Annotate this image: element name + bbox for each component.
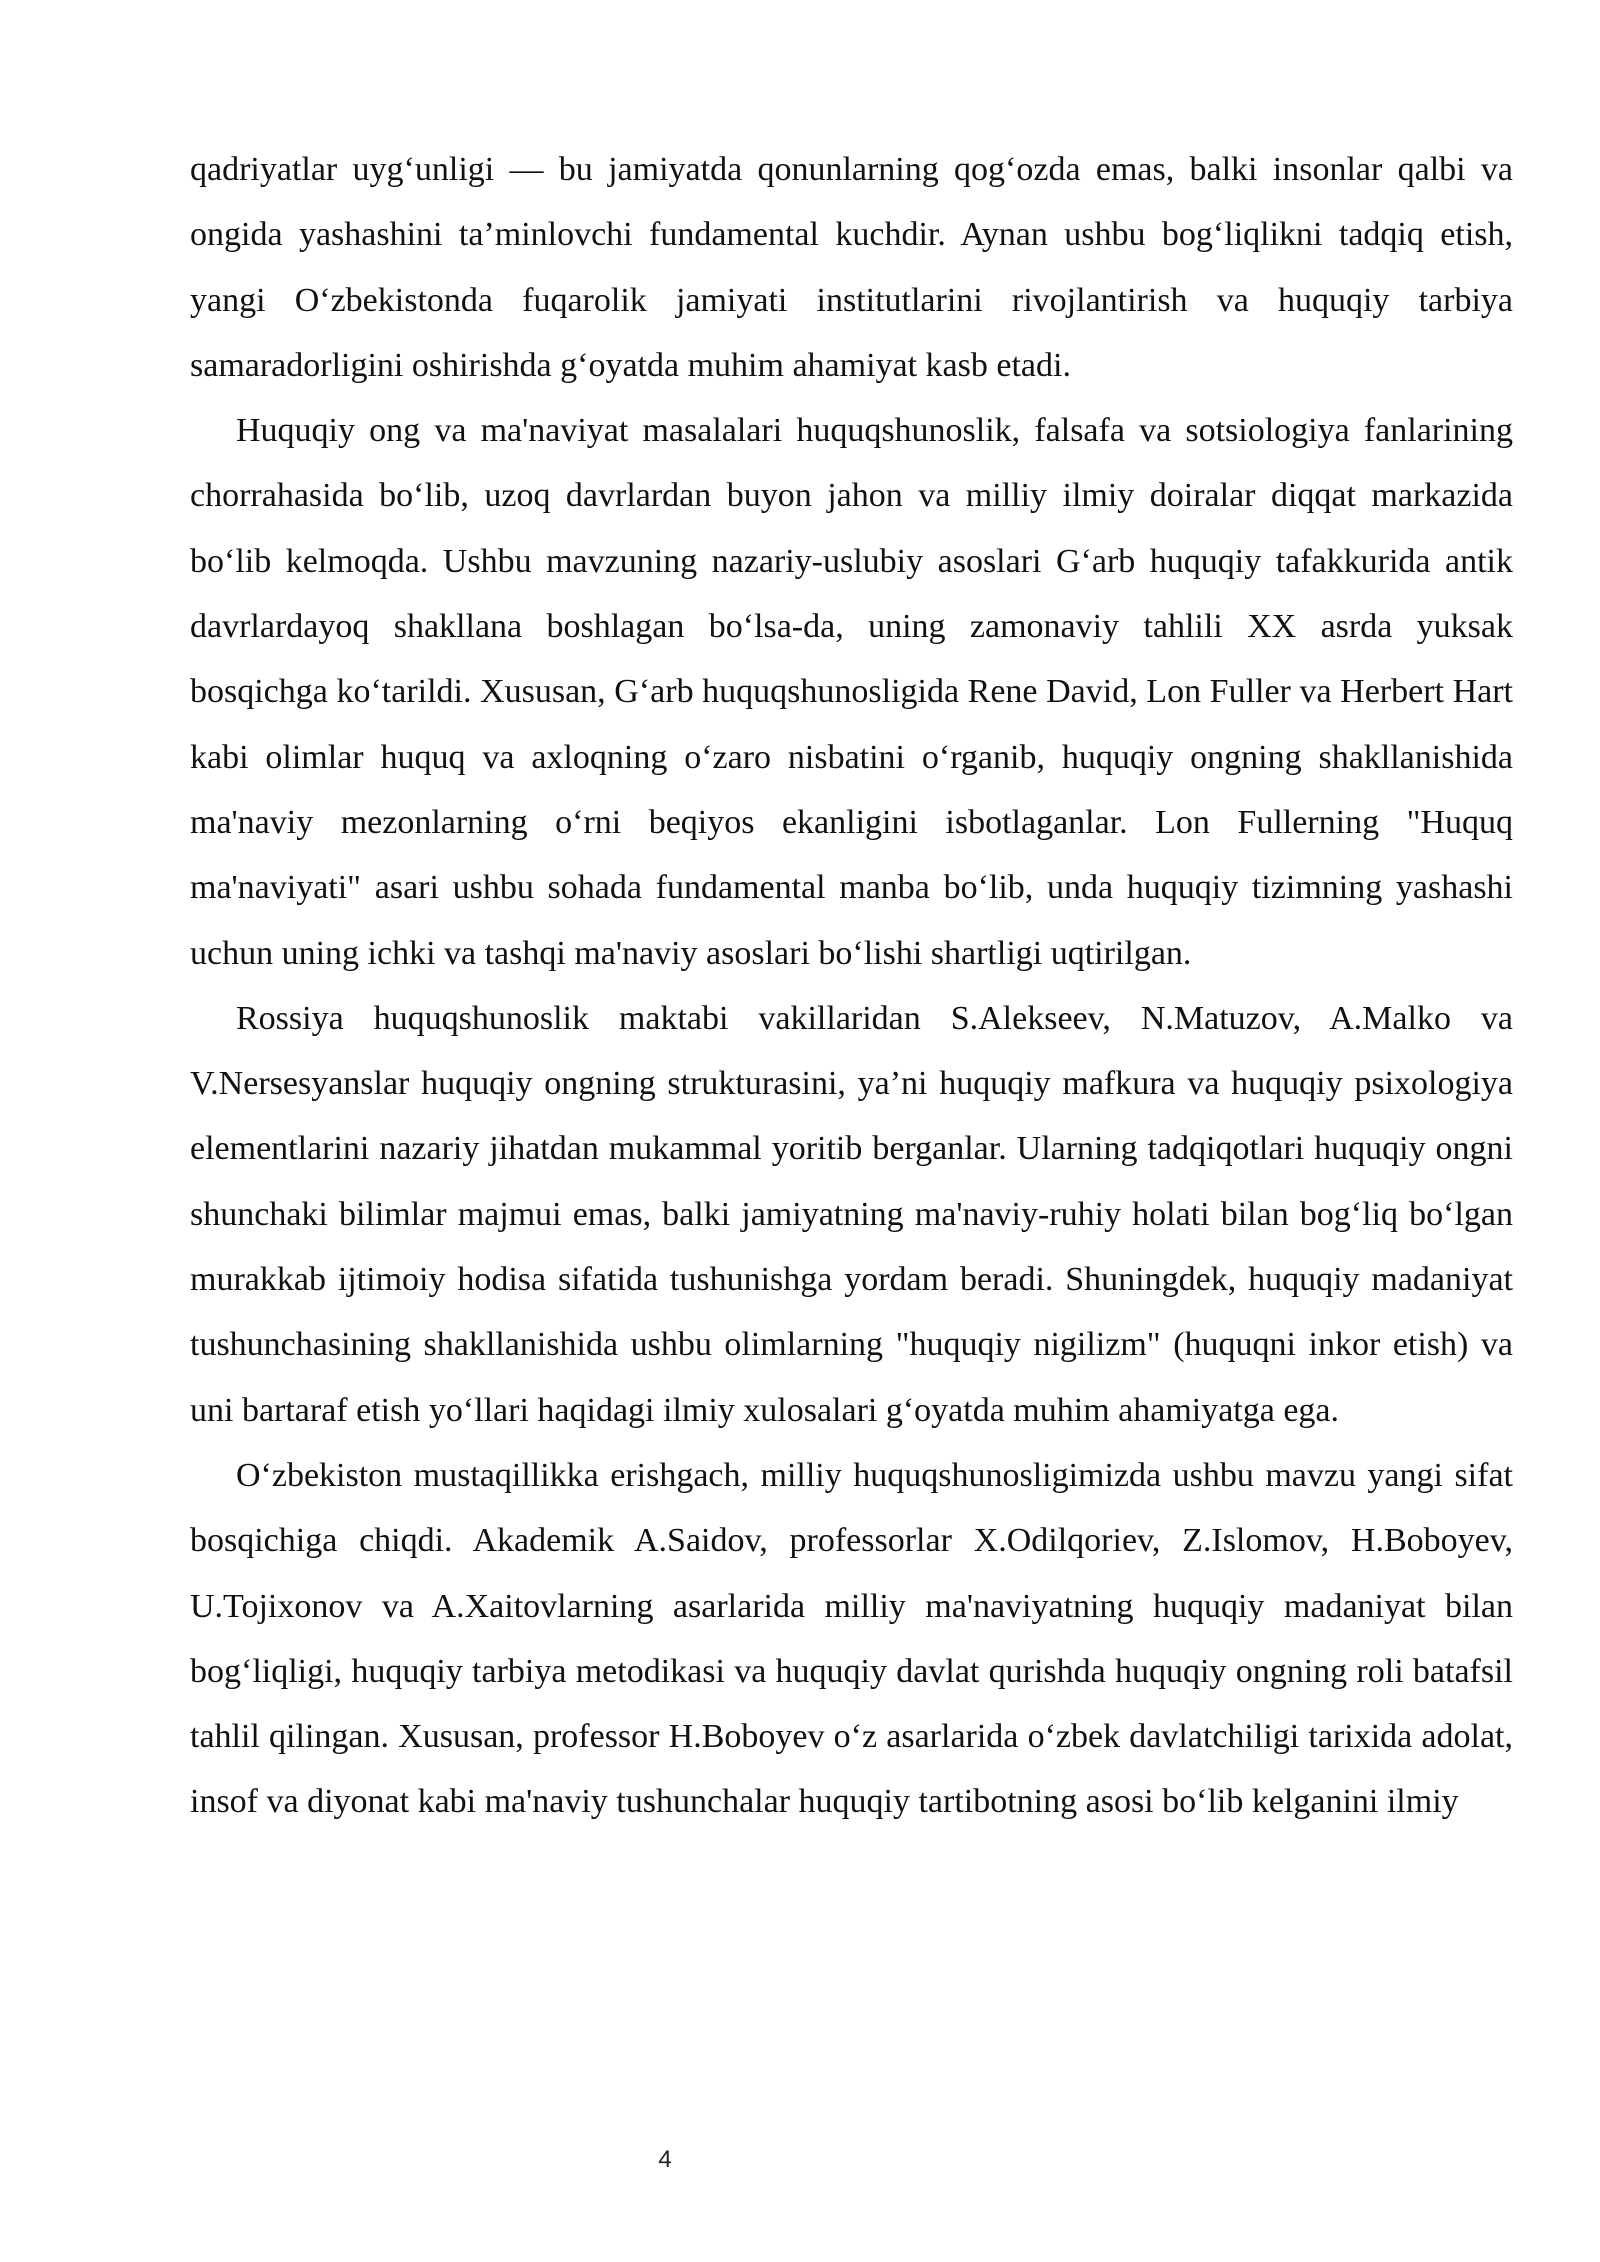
document-body bbox=[190, 137, 1513, 1835]
paragraph-continuation: qadriyatlar uyg‘unligi — bu jamiyatda qonunlarning qog‘ozda emas, balki insonlar qalbi va ongida yashashini ta’minlovchi fundamental kuchdir. Aynan ushbu bog‘liqlikni tadqiq etish, yangi O‘zbekistonda fuqarolik jamiyati institutlarini rivojlantirish va huquqiy tarbiya samaradorligini oshirishda g‘oyatda muhim ahamiyat kasb etadi. bbox=[190, 151, 1513, 384]
paragraph-russian-school: Rossiya huquqshunoslik maktabi vakillaridan S.Alekseev, N.Matuzov, A.Malko va V.Nersesyanslar huquqiy ongning strukturasini, ya’ni huquqiy mafkura va huquqiy psixologiya elementlarini nazariy jihatdan mukammal yoritib berganlar. Ularning tadqiqotlari huquqiy ongni shunchaki bilimlar majmui emas, balki jamiyatning ma'naviy-ruhiy holati bilan bog‘liq bo‘lgan murakkab ijtimoiy hodisa sifatida tushunishga yordam beradi. Shuningdek, huquqiy madaniyat tushunchasining shakllanishida ushbu olimlarning "huquqiy nigilizm" (huquqni inkor etish) va uni bartaraf etish yo‘llari haqidagi ilmiy xulosalari g‘oyatda muhim ahamiyatga ega. bbox=[190, 999, 1513, 1429]
paragraph-western-legal-thought: Huquqiy ong va ma'naviyat masalalari huquqshunoslik, falsafa va sotsiologiya fanlarining chorrahasida bo‘lib, uzoq davrlardan buyon jahon va milliy ilmiy doiralar diqqat markazida bo‘lib kelmoqda. Ushbu mavzuning nazariy-uslubiy asoslari G‘arb huquqiy tafakkurida antik davrlardayoq shakllana boshlagan bo‘lsa-da, uning zamonaviy tahlili XX asrda yuksak bosqichga ko‘tarildi. Xususan, G‘arb huquqshunosligida Rene David, Lon Fuller va Herbert Hart kabi olimlar huquq va axloqning o‘zaro nisbatini o‘rganib, huquqiy ongning shakllanishida ma'naviy mezonlarning o‘rni beqiyos ekanligini isbotlaganlar. Lon Fullerning "Huquq ma'naviyati" asari ushbu sohada fundamental manba bo‘lib, unda huquqiy tizimning yashashi uchun uning ichki va tashqi ma'naviy asoslari bo‘lishi shartligi uqtirilgan. bbox=[190, 412, 1513, 972]
paragraph-uzbek-scholarship: O‘zbekiston mustaqillikka erishgach, milliy huquqshunosligimizda ushbu mavzu yangi sifat bosqichiga chiqdi. Akademik A.Saidov, professorlar X.Odilqoriev, Z.Islomov, H.Boboyev, U.Tojixonov va A.Xaitovlarning asarlarida milliy ma'naviyatning huquqiy madaniyat bilan bog‘liqligi, huquqiy tarbiya metodikasi va huquqiy davlat qurishda huquqiy ongning roli batafsil tahlil qilingan. Xususan, professor H.Boboyev o‘z asarlarida o‘zbek davlatchiligi tarixida adolat, insof va diyonat kabi ma'naviy tushunchalar huquqiy tartibotning asosi bo‘lib kelganini ilmiy bbox=[190, 1456, 1513, 1821]
page-number: 4 bbox=[658, 2146, 672, 2173]
